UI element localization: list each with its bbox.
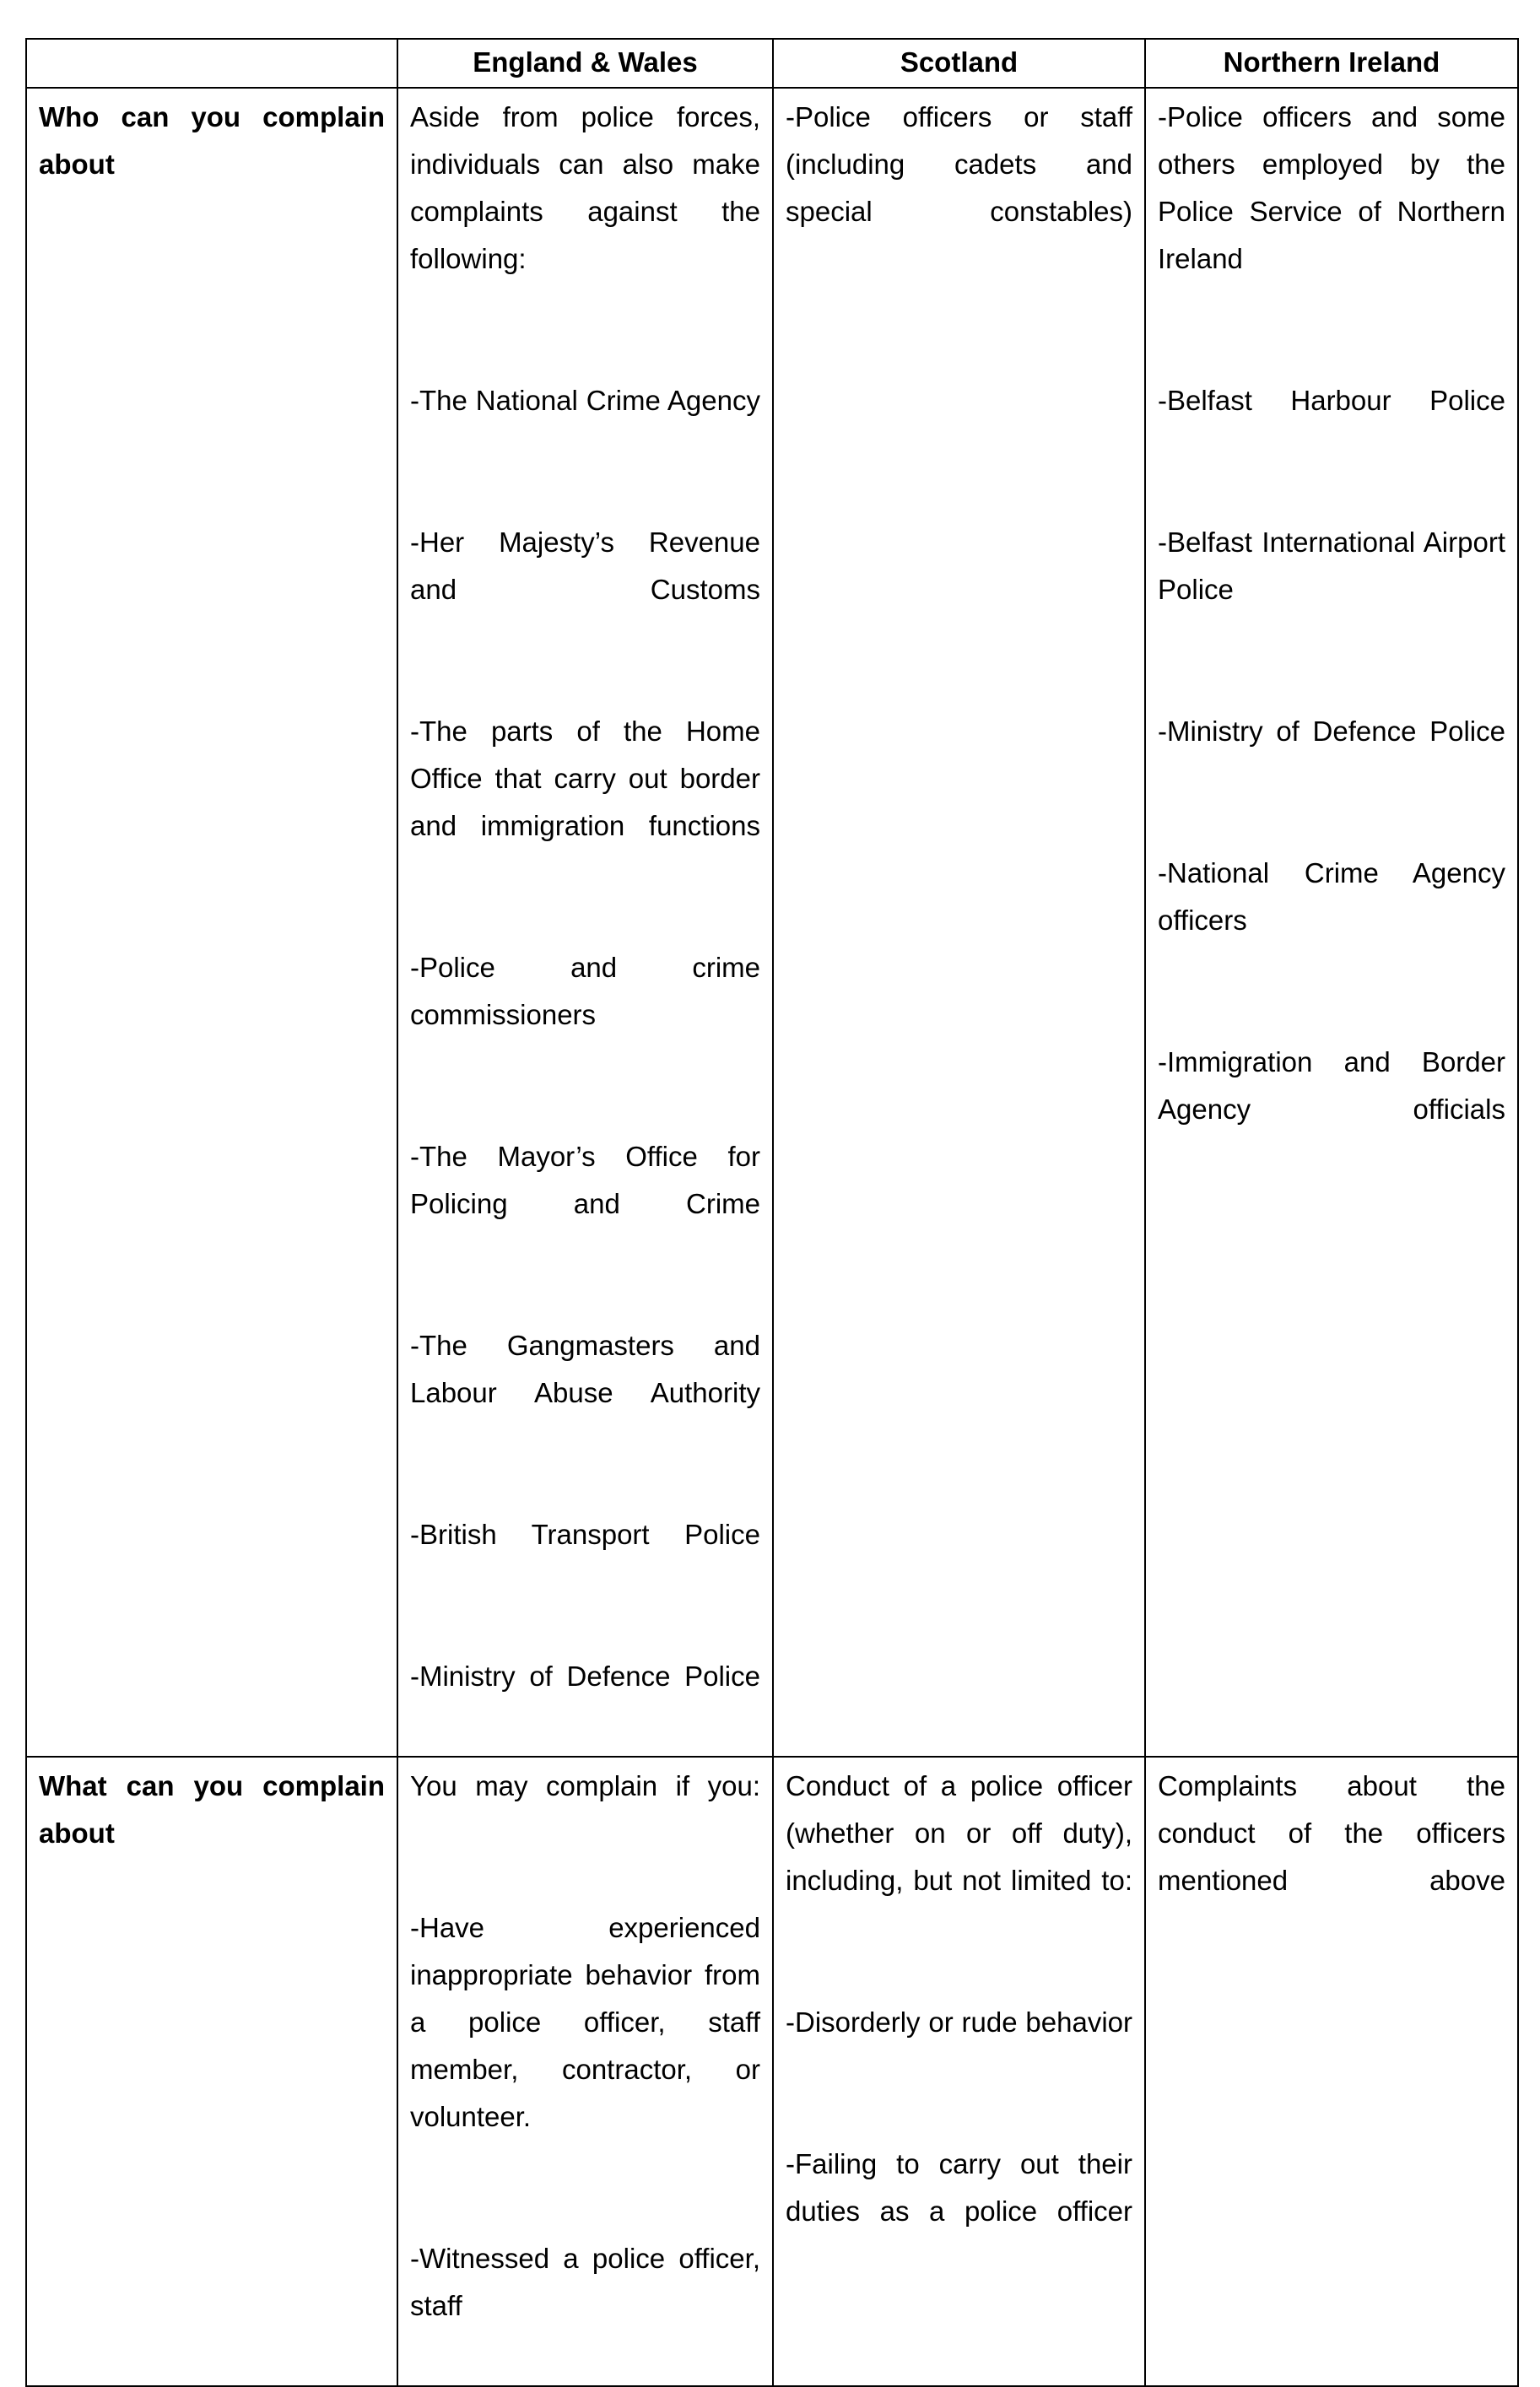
cell-paragraph: -Failing to carry out their duties as a police officer	[786, 2148, 1132, 2227]
cell-paragraph: -Police officers or staff (including cadets and special constables)	[786, 101, 1132, 227]
cell-paragraph: -National Crime Agency officers	[1158, 857, 1505, 936]
paragraph-spacer	[410, 330, 760, 377]
cell-paragraph: -Witnessed a police officer, staff	[410, 2243, 760, 2321]
table-header-row	[26, 39, 1518, 88]
cell-paragraph: You may complain if you:	[410, 1770, 760, 1801]
cell-paragraph: Complaints about the conduct of the officers mentioned above	[1158, 1770, 1505, 1896]
cell-paragraph: -Police and crime commissioners	[410, 952, 760, 1030]
cell-paragraph: -The parts of the Home Office that carry out border and immigration functions	[410, 716, 760, 841]
cell-paragraph: -Have experienced inappropriate behavior from a police officer, staff member, contractor, or volunteer.	[410, 1912, 760, 2132]
paragraph-spacer	[1158, 802, 1505, 850]
paragraph-spacer	[410, 1464, 760, 1511]
cell-what-northern-ireland	[1145, 1757, 1518, 2386]
cell-paragraph: -Ministry of Defence Police	[1158, 716, 1505, 747]
cell-paragraph: Aside from police forces, individuals can also make complaints against the following:	[410, 101, 760, 274]
paragraph-spacer	[410, 1086, 760, 1133]
row-label-what-can-you-complain-about	[26, 1757, 397, 2386]
cell-who-northern-ireland	[1145, 88, 1518, 1757]
paragraph-spacer	[410, 1857, 760, 1904]
cell-who-england-wales	[397, 88, 773, 1757]
column-header-england-wales: England & Wales	[397, 39, 773, 88]
cell-paragraph: -Her Majesty’s Revenue and Customs	[410, 527, 760, 605]
cell-what-england-wales	[397, 1757, 773, 2386]
row-label-text: Who can you complain about	[39, 101, 385, 180]
cell-paragraph: -Disorderly or rude behavior	[786, 2006, 1132, 2038]
paragraph-spacer	[410, 661, 760, 708]
column-header-blank	[26, 39, 397, 88]
table-row	[26, 88, 1518, 1757]
cell-paragraph: -Belfast Harbour Police	[1158, 385, 1505, 416]
cell-what-scotland	[773, 1757, 1145, 2386]
row-label-who-can-you-complain-about	[26, 88, 397, 1757]
cell-paragraph: -The Mayor’s Office for Policing and Crime	[410, 1141, 760, 1219]
paragraph-spacer	[1158, 991, 1505, 1039]
cell-paragraph: -Belfast International Airport Police	[1158, 527, 1505, 605]
paragraph-spacer	[786, 2093, 1132, 2141]
cell-paragraph: -Police officers and some others employed by the Police Service of Northern Ireland	[1158, 101, 1505, 274]
paragraph-spacer	[410, 2188, 760, 2235]
cell-paragraph: -Immigration and Border Agency officials	[1158, 1046, 1505, 1125]
paragraph-spacer	[1158, 661, 1505, 708]
police-complaints-comparison-table	[25, 38, 1519, 2387]
table-row	[26, 1757, 1518, 2386]
paragraph-spacer	[1158, 330, 1505, 377]
cell-who-scotland	[773, 88, 1145, 1757]
paragraph-spacer	[786, 1952, 1132, 1999]
row-label-text: What can you complain about	[39, 1770, 385, 1849]
cell-paragraph: -The National Crime Agency	[410, 385, 760, 416]
cell-paragraph: Conduct of a police officer (whether on or off duty), including, but not limited to:	[786, 1770, 1132, 1896]
paragraph-spacer	[410, 472, 760, 519]
cell-paragraph: -Ministry of Defence Police	[410, 1661, 760, 1692]
column-header-northern-ireland: Northern Ireland	[1145, 39, 1518, 88]
paragraph-spacer	[410, 1275, 760, 1322]
paragraph-spacer	[1158, 472, 1505, 519]
cell-paragraph: -The Gangmasters and Labour Abuse Authority	[410, 1330, 760, 1408]
column-header-scotland: Scotland	[773, 39, 1145, 88]
cell-paragraph: -British Transport Police	[410, 1519, 760, 1550]
paragraph-spacer	[410, 1606, 760, 1653]
paragraph-spacer	[410, 897, 760, 944]
